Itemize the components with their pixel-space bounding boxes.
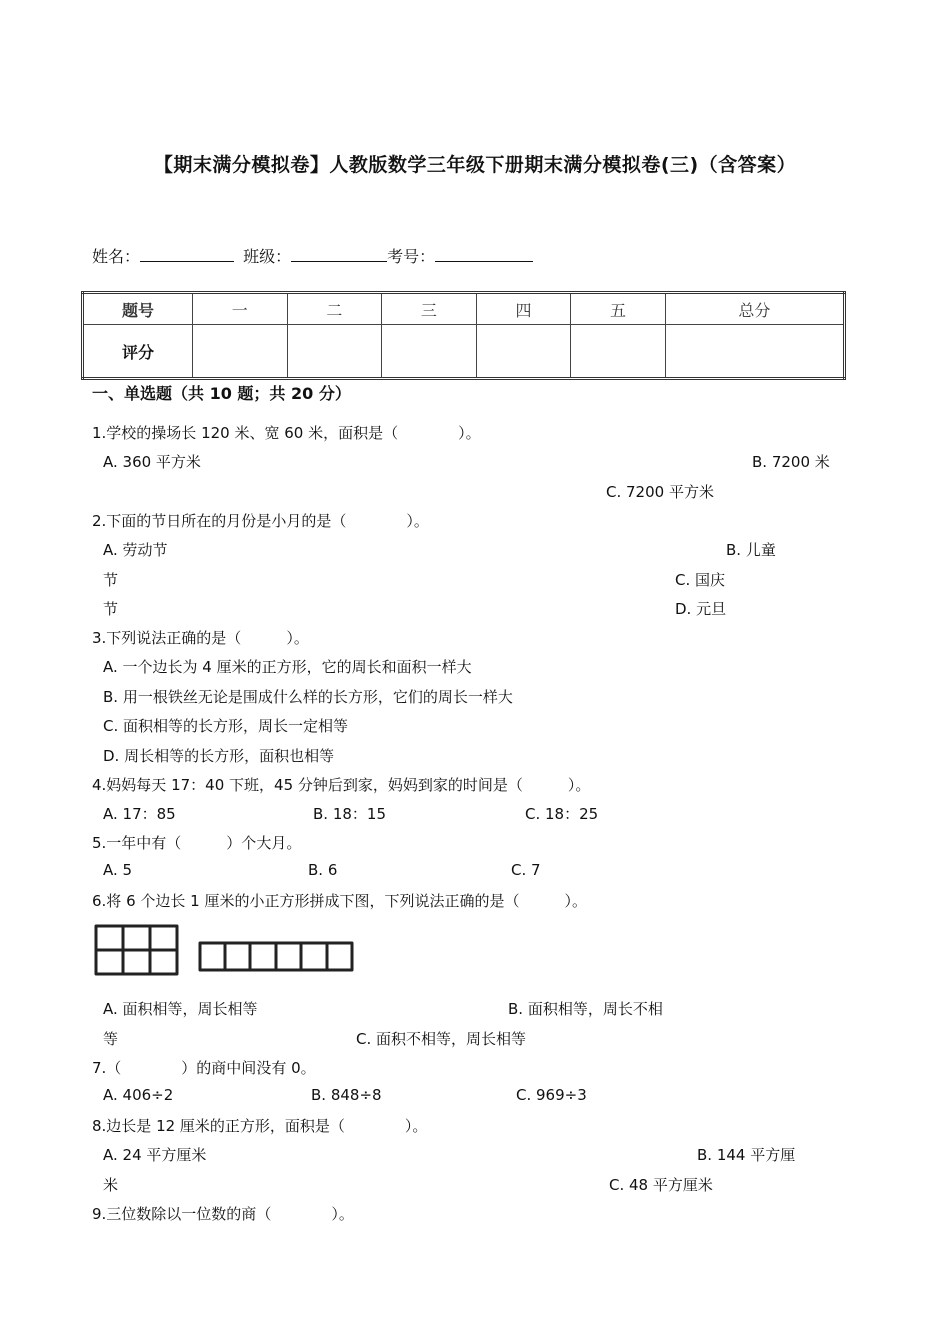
section-heading: 一、单选题（共 10 题；共 20 分） <box>92 384 351 403</box>
student-info-fields <box>92 244 533 267</box>
question-2-option-d[interactable]: D. 元旦 <box>675 600 727 618</box>
question-4-option-b[interactable]: B. 18：15 <box>313 805 387 823</box>
question-2-option-c[interactable]: C. 国庆 <box>675 571 726 589</box>
question-7-option-a[interactable]: A. 406÷2 <box>103 1086 174 1104</box>
score-table-header-row <box>83 293 845 325</box>
score-cell-3[interactable] <box>382 325 477 379</box>
figure-1x6-rectangle <box>200 943 352 970</box>
question-7-option-b[interactable]: B. 848÷8 <box>311 1086 382 1104</box>
exam-no-label: 考号： <box>387 247 436 266</box>
question-3-stem: 3.下列说法正确的是（ ）。 <box>92 629 309 647</box>
class-label: 班级： <box>243 247 292 266</box>
question-3-option-a[interactable]: A. 一个边长为 4 厘米的正方形，它的周长和面积一样大 <box>103 658 472 676</box>
question-8-option-b-continued: 米 <box>103 1176 119 1194</box>
question-5-option-b[interactable]: B. 6 <box>308 861 338 879</box>
question-9-stem: 9.三位数除以一位数的商（ ）。 <box>92 1205 354 1223</box>
question-number-header: 题号 <box>83 293 193 325</box>
question-2-option-a[interactable]: A. 劳动节 <box>103 541 168 559</box>
score-cell-2[interactable] <box>287 325 382 379</box>
squares-figure <box>92 922 357 978</box>
column-4: 四 <box>476 293 571 325</box>
question-6-option-c[interactable]: C. 面积不相等，周长相等 <box>356 1030 527 1048</box>
column-total: 总分 <box>665 293 844 325</box>
question-4-option-c[interactable]: C. 18：25 <box>525 805 599 823</box>
exam-no-blank[interactable] <box>435 245 533 262</box>
column-3: 三 <box>382 293 477 325</box>
question-1-option-b[interactable]: B. 7200 米 <box>752 453 830 471</box>
question-8-stem: 8.边长是 12 厘米的正方形，面积是（ ）。 <box>92 1117 428 1135</box>
score-cell-5[interactable] <box>571 325 666 379</box>
question-4-option-a[interactable]: A. 17：85 <box>103 805 176 823</box>
document-title: 【期末满分模拟卷】人教版数学三年级下册期末满分模拟卷(三)（含答案） <box>153 154 797 176</box>
question-4-stem: 4.妈妈每天 17：40 下班，45 分钟后到家，妈妈到家的时间是（ ）。 <box>92 776 591 794</box>
question-3-option-b[interactable]: B. 用一根铁丝无论是围成什么样的长方形，它们的周长一样大 <box>103 688 513 706</box>
class-blank[interactable] <box>291 245 387 262</box>
question-7-stem: 7.（ ）的商中间没有 0。 <box>92 1059 316 1077</box>
question-2-option-b-continued: 节 <box>103 571 119 589</box>
question-5-option-a[interactable]: A. 5 <box>103 861 133 879</box>
question-2-stem: 2.下面的节日所在的月份是小月的是（ ）。 <box>92 512 429 530</box>
name-label: 姓名： <box>92 247 141 266</box>
question-7-option-c[interactable]: C. 969÷3 <box>516 1086 587 1104</box>
question-1-stem: 1.学校的操场长 120 米、宽 60 米，面积是（ ）。 <box>92 424 481 442</box>
column-1: 一 <box>193 293 288 325</box>
question-2-option-b[interactable]: B. 儿童 <box>726 541 776 559</box>
question-6-option-a[interactable]: A. 面积相等，周长相等 <box>103 1000 258 1018</box>
question-1-option-a[interactable]: A. 360 平方米 <box>103 453 201 471</box>
score-cell-1[interactable] <box>193 325 288 379</box>
question-1-option-c[interactable]: C. 7200 平方米 <box>606 483 714 501</box>
question-3-option-c[interactable]: C. 面积相等的长方形，周长一定相等 <box>103 717 349 735</box>
figure-2x3-rectangle <box>96 926 177 974</box>
question-6-option-b-continued: 等 <box>103 1030 119 1048</box>
question-8-option-b[interactable]: B. 144 平方厘 <box>697 1146 796 1164</box>
question-3-option-d[interactable]: D. 周长相等的长方形，面积也相等 <box>103 747 335 765</box>
question-6-option-b[interactable]: B. 面积相等，周长不相 <box>508 1000 663 1018</box>
question-8-option-a[interactable]: A. 24 平方厘米 <box>103 1146 207 1164</box>
score-header: 评分 <box>83 325 193 379</box>
question-5-stem: 5.一年中有（ ）个大月。 <box>92 834 302 852</box>
column-5: 五 <box>571 293 666 325</box>
score-cell-total[interactable] <box>665 325 844 379</box>
question-8-option-c[interactable]: C. 48 平方厘米 <box>609 1176 713 1194</box>
question-5-option-c[interactable]: C. 7 <box>511 861 541 879</box>
question-2-option-c-continued: 节 <box>103 600 119 618</box>
question-6-stem: 6.将 6 个边长 1 厘米的小正方形拼成下图，下列说法正确的是（ ）。 <box>92 892 587 910</box>
score-table-score-row <box>83 325 845 379</box>
column-2: 二 <box>287 293 382 325</box>
score-table <box>81 291 846 380</box>
name-blank[interactable] <box>140 245 234 262</box>
score-cell-4[interactable] <box>476 325 571 379</box>
